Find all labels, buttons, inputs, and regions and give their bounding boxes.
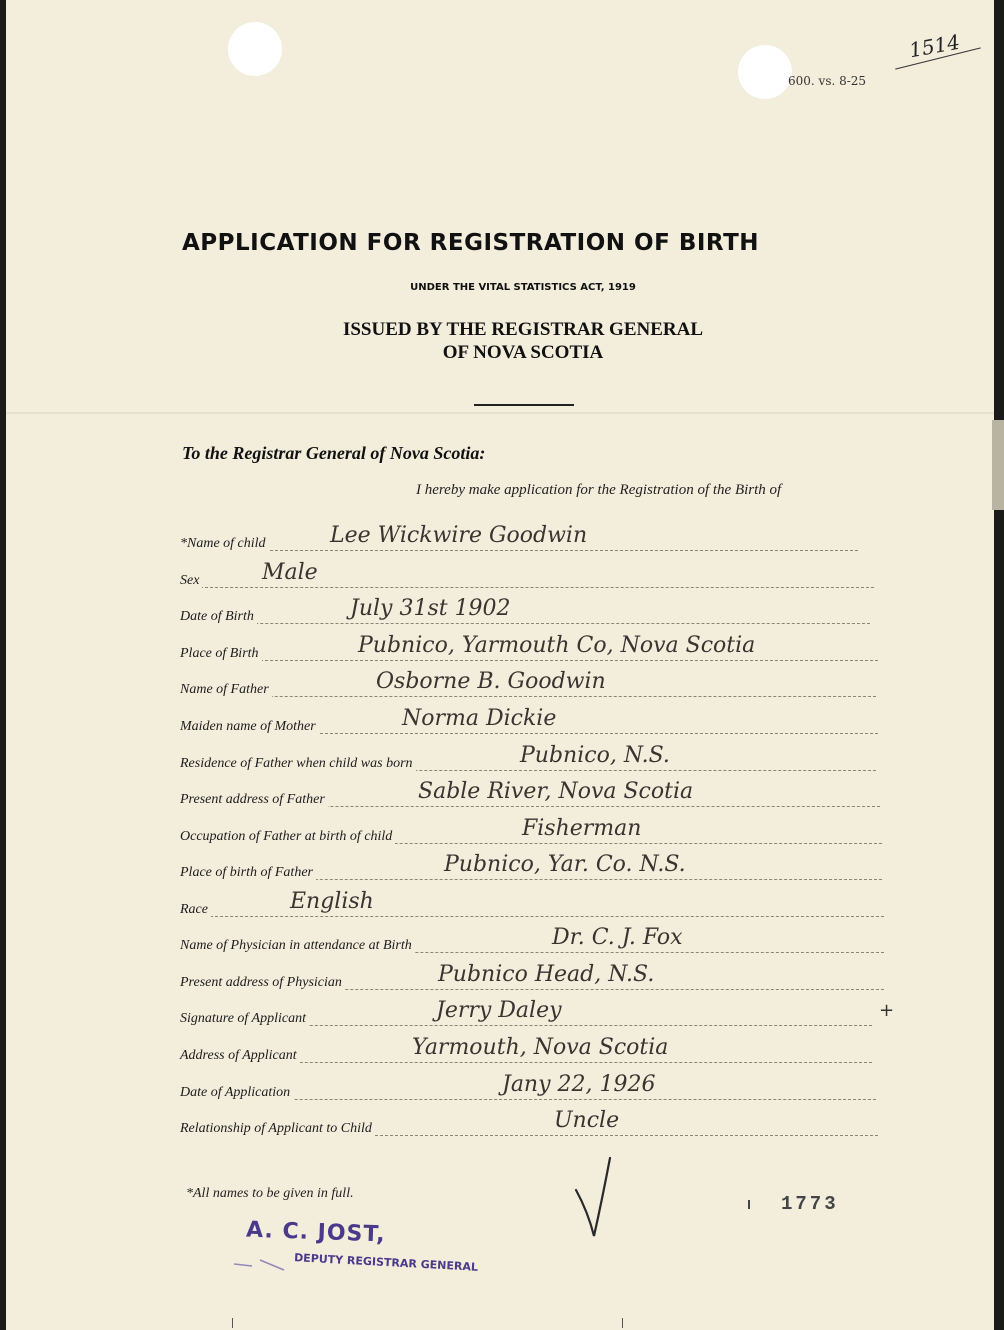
footnote: *All names to be given in full. [186,1186,354,1201]
check-mark-icon [566,1150,626,1240]
form-field-row [180,630,878,661]
margin-tick [748,1200,750,1209]
side-tab [992,420,1004,510]
field-value: Norma Dickie [402,706,557,731]
field-label: Date of Birth [180,609,257,625]
field-label: Residence of Father when child was born [180,756,416,772]
intro-text: I hereby make application for the Registration of the Birth of [416,482,782,498]
form-field-row [180,886,884,917]
field-label: Present address of Physician [180,975,345,991]
form-field-row [180,776,880,807]
field-label: Name of Father [180,682,272,698]
form-field-row [180,959,884,990]
field-label: Maiden name of Mother [180,719,319,735]
edge-tick [232,1318,233,1328]
form-field-row [180,1032,872,1063]
serial-number: 1773 [781,1193,839,1215]
field-value: Pubnico, Yar. Co. N.S. [444,852,686,877]
field-value: English [290,889,374,914]
field-value: Jerry Daley [436,998,562,1023]
form-field-row [180,557,874,588]
field-value: Uncle [554,1108,620,1133]
form-field-row [180,593,870,624]
field-label: Present address of Father [180,792,328,808]
form-field-row [180,740,876,771]
field-value: Male [262,560,318,585]
field-label: Relationship of Applicant to Child [180,1121,375,1137]
form-code: 600. vs. 8-25 [788,74,867,88]
form-field-row [180,666,876,697]
stamp-title: DEPUTY REGISTRAR GENERAL [293,1251,479,1274]
title-divider [474,404,574,406]
field-value: Dr. C. J. Fox [552,925,683,950]
form-field-row [180,922,884,953]
field-value: Jany 22, 1926 [502,1072,656,1097]
field-label: Place of Birth [180,646,262,662]
issuer [6,318,1004,364]
birth-registration-form [6,0,994,1330]
field-label: Address of Applicant [180,1048,300,1064]
form-field-row [180,813,882,844]
field-value: Pubnico Head, N.S. [438,962,655,987]
form-field-row [180,1105,878,1136]
stamp-name: A. C. JOST, [245,1217,386,1248]
field-label: Name of Physician in attendance at Birth [180,938,415,954]
edge-tick [622,1318,623,1328]
field-label: Sex [180,573,202,589]
punch-hole [738,45,792,99]
applicant-mark: + [879,1000,895,1021]
form-subtitle: UNDER THE VITAL STATISTICS ACT, 1919 [410,282,636,293]
field-value: Osborne B. Goodwin [376,669,606,694]
field-value: Yarmouth, Nova Scotia [412,1035,669,1060]
stamp-smudge-icon [232,1258,288,1272]
file-number: 1514 [907,29,962,63]
salutation: To the Registrar General of Nova Scotia: [182,443,486,463]
field-value: Fisherman [522,816,642,841]
field-value: Pubnico, Yarmouth Co, Nova Scotia [358,633,756,658]
field-value: Sable River, Nova Scotia [418,779,694,804]
punch-hole [228,22,282,76]
field-value: Lee Wickwire Goodwin [330,523,588,548]
field-label: Place of birth of Father [180,865,316,881]
field-label: Race [180,902,211,918]
field-label: Date of Application [180,1085,293,1101]
form-field-row [180,995,872,1026]
field-label: *Name of child [180,536,269,552]
form-field-row [180,849,882,880]
issuer-line-2: OF NOVA SCOTIA [442,342,604,363]
field-label: Occupation of Father at birth of child [180,829,395,845]
form-field-row [180,1069,876,1100]
field-value: Pubnico, N.S. [520,743,670,768]
field-label: Signature of Applicant [180,1011,309,1027]
form-title: APPLICATION FOR REGISTRATION OF BIRTH [182,230,760,256]
field-value: July 31st 1902 [350,596,511,621]
issuer-line-1: ISSUED BY THE REGISTRAR GENERAL [342,319,704,340]
form-field-row [180,703,878,734]
form-field-row [180,520,858,551]
